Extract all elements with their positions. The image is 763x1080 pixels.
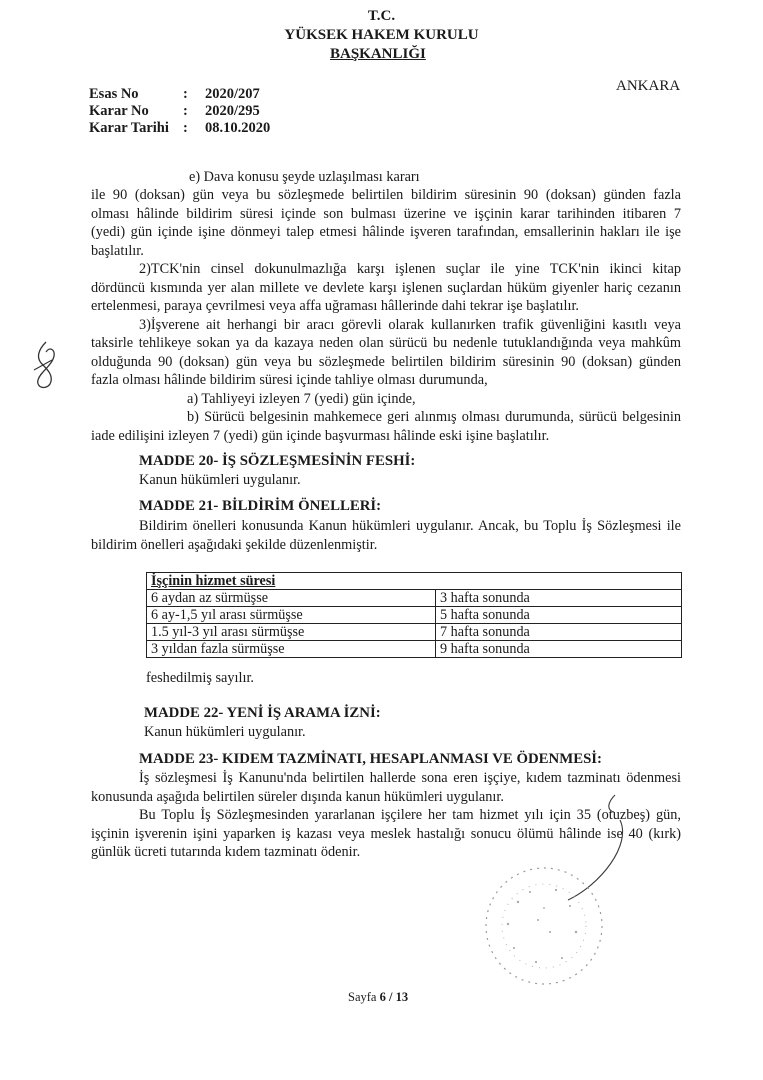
karar-no-sep: :: [183, 103, 188, 119]
madde-21-line: Bildirim önelleri konusunda Kanun hükümleri uygulanır. Ancak, bu Toplu İş Sözleşmesi ile: [139, 518, 681, 534]
page-value: 6 / 13: [379, 990, 409, 1004]
table-row: [147, 590, 682, 607]
official-seal-stamp: [478, 862, 610, 990]
madde-20-text: Kanun hükümleri uygulanır.: [139, 472, 301, 488]
body-line: e) Dava konusu şeyde uzlaşılması kararı: [189, 169, 420, 185]
madde-21-title: MADDE 21- BİLDİRİM ÖNELLERİ:: [139, 498, 382, 514]
karar-no-value: 2020/295: [205, 103, 260, 119]
page-number: [348, 990, 408, 1005]
table-row: [147, 607, 682, 624]
body-line: (yedi) gün içinde işine dönmeyi talep etmesi hâlinde işveren tarafından, emsallerinin hakları ile işe: [91, 224, 681, 240]
body-line: başlatılır.: [91, 243, 144, 259]
madde-23-line: günlük ücreti tutarında kıdem tazminatı ödenir.: [91, 844, 361, 860]
body-line: 3)İşverene ait herhangi bir aracı görevli olarak kullanırken trafik güvenliğini kasıtlı veya: [139, 317, 681, 333]
notice-cell: 7 hafta sonunda: [436, 624, 682, 641]
madde-23-line: işçinin işverenin işini yaparken iş kazası veya meslek hastalığı sonucu ölümü hâlinde ise 40 (kırk): [91, 826, 681, 842]
page-label: Sayfa: [348, 990, 377, 1004]
karar-tarihi-value: 08.10.2020: [205, 120, 271, 136]
madde-22-title: MADDE 22- YENİ İŞ ARAMA İZNİ:: [144, 705, 381, 721]
service-cell: 6 aydan az sürmüşse: [147, 590, 436, 607]
karar-tarihi-label: Karar Tarihi: [89, 120, 169, 136]
body-line: ile 90 (doksan) gün veya bu sözleşmede belirtilen bildirim süresinin 90 (doksan) günden fazla: [91, 187, 681, 203]
service-cell: 6 ay-1,5 yıl arası sürmüşse: [147, 607, 436, 624]
table-header-row: [147, 573, 682, 590]
esas-no-value: 2020/207: [205, 86, 260, 102]
notice-cell: 9 hafta sonunda: [436, 641, 682, 658]
madde-20-title: MADDE 20- İŞ SÖZLEŞMESİNİN FESHİ:: [139, 453, 416, 469]
table-row: [147, 624, 682, 641]
notice-cell: 5 hafta sonunda: [436, 607, 682, 624]
karar-tarihi-sep: :: [183, 120, 188, 136]
header-institution: YÜKSEK HAKEM KURULU: [284, 27, 479, 43]
madde-22-text: Kanun hükümleri uygulanır.: [144, 724, 306, 740]
body-line: fazla olması hâlinde bildirim süresi içinde tahliye olması durumunda,: [91, 372, 488, 388]
body-line: a) Tahliyeyi izleyen 7 (yedi) gün içinde,: [187, 391, 416, 407]
table-header-cell: İşçinin hizmet süresi: [147, 573, 682, 590]
karar-no-label: Karar No: [89, 103, 149, 119]
madde-23-line: konusunda aşağıda belirtilen süreler dışında kanun hükümleri uygulanır.: [91, 789, 504, 805]
madde-23-title: MADDE 23- KIDEM TAZMİNATI, HESAPLANMASI VE ÖDENMESİ:: [139, 751, 602, 767]
body-line: olduğunda 90 (doksan) gün veya bu sözleşmede belirtilen bildirim süresinin 90 (doksan) günden: [91, 354, 681, 370]
margin-initials: [28, 340, 62, 392]
body-line: taksirle tehlikeye sokan ya da kazaya neden olan sürücü bu nedenle tutuklandığında veya mahkûm: [91, 335, 681, 351]
body-line: b) Sürücü belgesinin mahkemece geri alınmış olması durumunda, sürücü belgesinin: [187, 409, 681, 425]
header-city: ANKARA: [616, 78, 681, 94]
notice-cell: 3 hafta sonunda: [436, 590, 682, 607]
esas-no-label: Esas No: [89, 86, 139, 102]
madde-21-after: feshedilmiş sayılır.: [146, 670, 255, 686]
header-presidency: BAŞKANLIĞI: [330, 46, 426, 62]
body-line: olması hâlinde bildirim süresi içinde son bulması üzerine ve işçinin karar tarihinden itibaren 7: [91, 206, 681, 222]
body-line: dördüncü kısmında yer alan millete ve devlete karşı işlenen suçlardan hüküm giyenler hariç cezanın: [91, 280, 681, 296]
notice-period-table: [146, 572, 682, 658]
esas-no-sep: :: [183, 86, 188, 102]
madde-21-line: bildirim önelleri aşağıdaki şekilde düzenlenmiştir.: [91, 537, 378, 553]
body-line: 2)TCK'nin cinsel dokunulmazlığa karşı işlenen suçlar ile yine TCK'nin ikinci kitap: [139, 261, 681, 277]
table-row: [147, 641, 682, 658]
madde-23-line: İş sözleşmesi İş Kanunu'nda belirtilen hallerde sona eren işçiye, kıdem tazminatı ödenmesi: [139, 770, 681, 786]
body-line: ertelenmesi, paraya çevrilmesi veya affa uğraması hâllerinde dahi tekrar işe başlatılır.: [91, 298, 579, 314]
header-tc: T.C.: [367, 8, 396, 24]
body-line: iade edilişini izleyen 7 (yedi) gün içinde başvurması hâlinde eski işine başlatılır.: [91, 428, 550, 444]
madde-23-line: Bu Toplu İş Sözleşmesinden yararlanan işçilere her tam hizmet yılı için 35 (otuzbeş) gün,: [139, 807, 681, 823]
service-cell: 3 yıldan fazla sürmüşse: [147, 641, 436, 658]
service-cell: 1.5 yıl-3 yıl arası sürmüşse: [147, 624, 436, 641]
